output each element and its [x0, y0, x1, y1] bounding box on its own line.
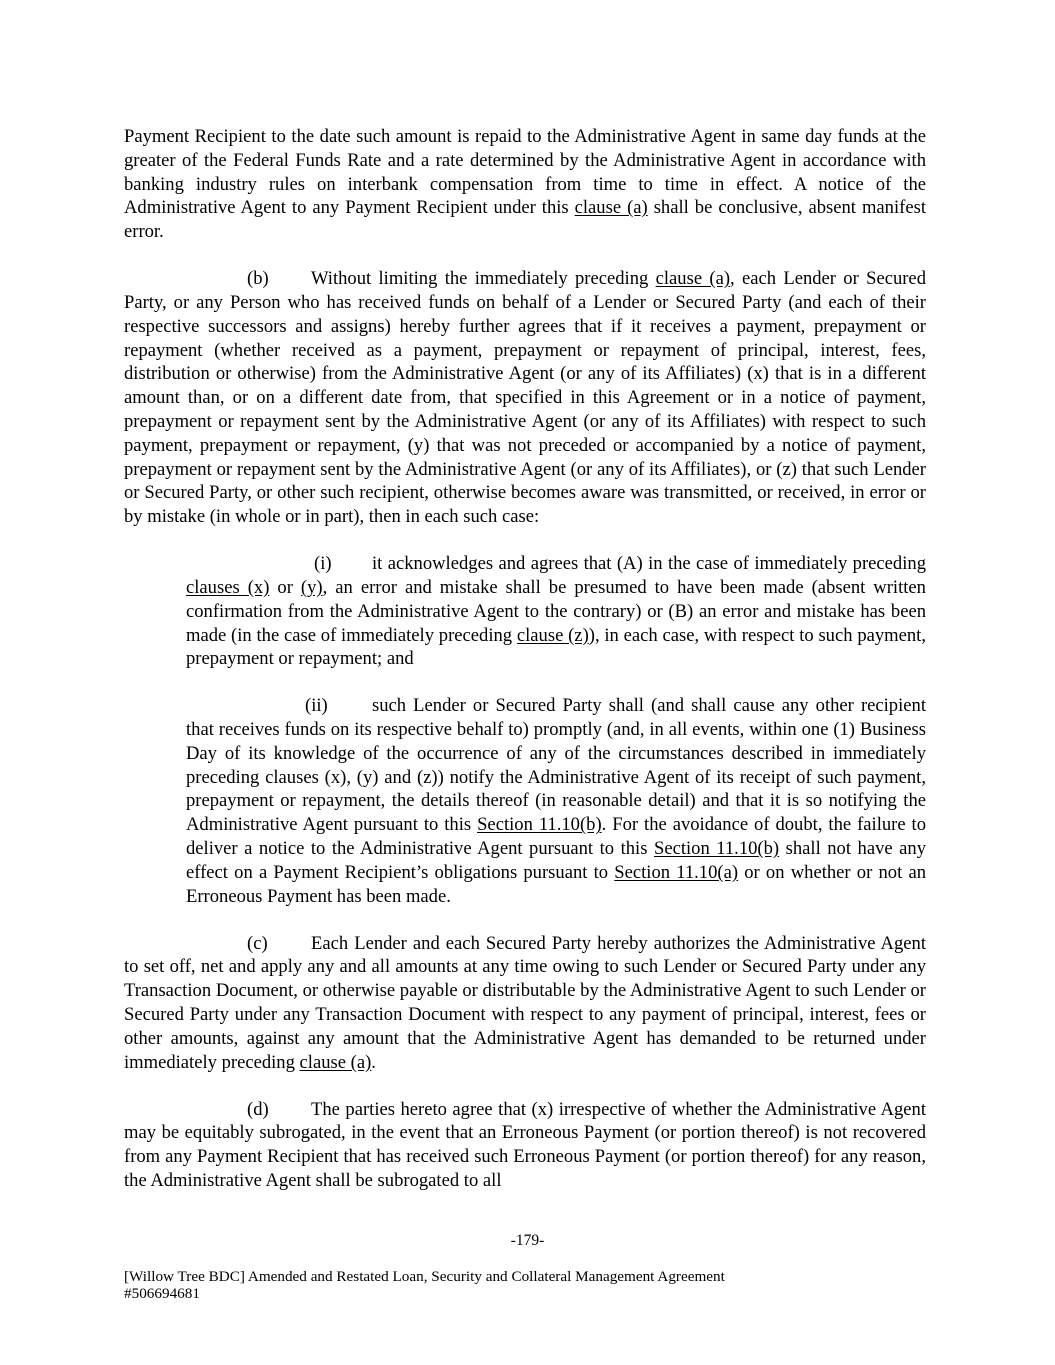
paragraph-b-ii [186, 694, 926, 908]
text-segment: . [371, 1051, 376, 1073]
page-number: -179- [510, 1232, 545, 1249]
clause-reference: clause (a) [655, 268, 731, 290]
clause-reference: clause (a) [574, 197, 648, 219]
text-segment: or on whether or not an Erroneous Payment has been made. [186, 861, 927, 907]
text-segment: Each Lender and each Secured Party hereby authorizes the Administrative Agent to set off, net and apply any and all amounts at any time owing to such Lender or Secured Party under any Transaction Document, or otherwise payable or distributable by the Administrative Agent to such Lender or Secured Party under any Transaction Document with respect to any payment of principal, interest, fees or other amounts, against any amount that the Administrative Agent has demanded to be returned under immediately preceding [124, 932, 926, 1073]
document-footer [124, 1268, 725, 1302]
text-segment: it acknowledges and agrees that (A) in the case of immediately preceding [372, 553, 926, 575]
text-segment: , each Lender or Secured Party, or any Person who has received funds on behalf of a Lender or Secured Party (and each of their respective successors and assigns) hereby further agrees that if it receives a payment, prepayment or repayment (whether received as a payment, prepayment or repayment of principal, interest, fees, distribution or otherwise) from the Administrative Agent (or any of its Affiliates) (x) that is in a different amount than, or on a different date from, that specified in this Agreement or in a notice of payment, prepayment or repayment sent by the Administrative Agent (or any of its Affiliates) with respect to such payment, prepayment or repayment, (y) that was not preceded or accompanied by a notice of payment, prepayment or repayment sent by the Administrative Agent (or any of its Affiliates), or (z) that such Lender or Secured Party, or other such recipient, otherwise becomes aware was transmitted, or received, in error or by mistake (in whole or in part), then in each such case: [124, 268, 926, 528]
paragraph-c [124, 932, 926, 1075]
text-segment: ), in each case, with respect to such payment, prepayment or repayment; and [186, 624, 926, 670]
paragraph-label: (ii) [305, 695, 328, 717]
section-reference: Section 11.10(a) [614, 861, 739, 883]
paragraph-continuation [124, 125, 926, 244]
paragraph-label: (b) [247, 268, 269, 290]
text-segment: shall not have any effect on a Payment Recipient’s obligations pursuant to [186, 838, 927, 883]
paragraph-label: (c) [247, 932, 268, 954]
footer-title: [Willow Tree BDC] Amended and Restated Loan, Security and Collateral Management Agreement [124, 1268, 725, 1285]
text-segment: such Lender or Secured Party shall (and shall cause any other recipient that receives funds on its respective behalf to) promptly (and, in all events, within one (1) Business Day of its knowledge of the occurrence of any of the circumstances described in immediately preceding clauses (x), (y) and (z)) notify the Administrative Agent of its receipt of such payment, prepayment or repayment, the details thereof (in reasonable detail) and that it is so notifying the Administrative Agent pursuant to this [186, 695, 926, 836]
clause-reference: clauses (x) [186, 576, 270, 598]
text-segment: . For the avoidance of doubt, the failure to deliver a notice to the Administrative Agent pursuant to this [186, 814, 927, 860]
footer-doc-id: #506694681 [124, 1285, 200, 1302]
document-body [124, 125, 926, 1193]
text-segment: The parties hereto agree that (x) irrespective of whether the Administrative Agent may be equitably subrogated, in the event that an Erroneous Payment (or portion thereof) is not recovered from any Payment Recipient that has received such Erroneous Payment (or portion thereof) for any reason, the Administrative Agent shall be subrogated to all [124, 1098, 926, 1192]
paragraph-d [124, 1098, 926, 1193]
paragraph-b [124, 267, 926, 529]
section-reference: Section 11.10(b) [477, 814, 602, 836]
section-reference: Section 11.10(b) [653, 838, 780, 860]
text-segment: or [269, 576, 301, 598]
text-segment: Payment Recipient to the date such amount is repaid to the Administrative Agent in same day funds at the greater of the Federal Funds Rate and a rate determined by the Administrative Agent in accordance with banking industry rules on interbank compensation from time to time in effect. A notice of the Administrative Agent to any Payment Recipient under this [124, 126, 926, 219]
clause-reference: clause (a) [299, 1051, 372, 1073]
paragraph-b-i [186, 552, 926, 671]
text-segment: shall be conclusive, absent manifest error. [124, 197, 926, 243]
paragraph-label: (i) [314, 553, 332, 575]
paragraph-label: (d) [247, 1098, 269, 1120]
text-segment: , an error and mistake shall be presumed to have been made (absent written confirmation from the Administrative Agent to the contrary) or (B) an error and mistake has been made (in the case of immediately preceding [186, 576, 926, 646]
text-segment: Without limiting the immediately preceding [311, 268, 656, 290]
clause-reference: clause (z) [516, 624, 589, 646]
clause-reference: (y) [300, 576, 323, 598]
